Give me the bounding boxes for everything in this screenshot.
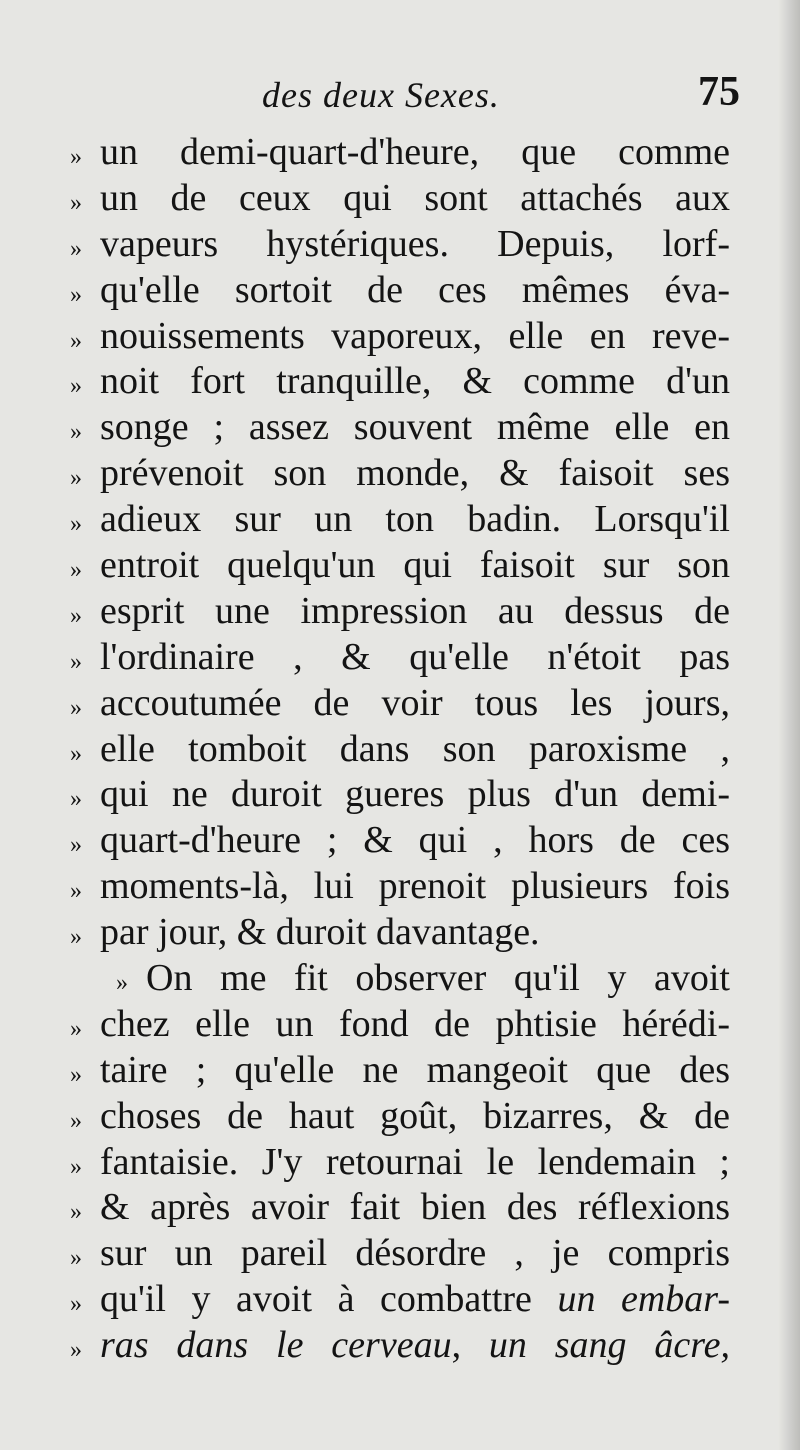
text-line: » noit fort tranquille, & comme d'un (70, 360, 730, 403)
quote-mark: » (70, 281, 82, 308)
quote-mark: » (70, 924, 82, 951)
quote-mark: » (70, 557, 82, 584)
running-head: des deux Sexes. (262, 75, 500, 115)
mixed-line: qu'il y avoit à combattre un embar- (100, 1278, 730, 1321)
quote-mark: » (70, 1199, 82, 1226)
text-line: » qu'elle sortoit de ces mêmes éva- (70, 268, 730, 311)
quote-mark: » (70, 419, 82, 446)
quote-mark: » (70, 1107, 82, 1134)
text-line: » songe ; assez souvent même elle en (70, 406, 730, 449)
text-line: » elle tomboit dans son paroxisme , (70, 727, 730, 770)
quote-mark: » (70, 144, 82, 170)
text-line: » sur un pareil désordre , je compris (70, 1232, 730, 1275)
text-line: » taire ; qu'elle ne mangeoit que des (70, 1048, 730, 1091)
quote-mark: » (70, 602, 82, 629)
text-line: » nouissements vaporeux, elle en reve- (70, 314, 730, 357)
text-line (70, 1323, 730, 1369)
text-line: » quart-d'heure ; & qui , hors de ces (70, 819, 730, 862)
quote-mark: » (70, 511, 82, 538)
text-line: » l'ordinaire , & qu'elle n'étoit pas (70, 635, 730, 678)
text-line: » fantaisie. J'y retournai le lendemain ; (70, 1140, 730, 1183)
quote-mark: » (70, 1291, 82, 1318)
quote-mark: » (70, 878, 82, 905)
text-line: » entroit quelqu'un qui faisoit sur son (70, 544, 730, 587)
text-line: » esprit une impression au dessus de (70, 589, 730, 632)
text-line (70, 1277, 730, 1323)
quote-mark: » (70, 1015, 82, 1042)
text-line: » chez elle un fond de phtisie hérédi- (70, 1002, 730, 1045)
text-line: » un demi-quart-d'heure, que comme (70, 131, 730, 173)
quote-mark: » (70, 235, 82, 262)
text-line: » vapeurs hystériques. Depuis, lorf- (70, 222, 730, 265)
quote-mark: » (70, 1061, 82, 1088)
quote-mark: » (70, 648, 82, 675)
quote-mark: » (70, 786, 82, 813)
quote-mark: » (70, 740, 82, 767)
text-line: » prévenoit son monde, & faisoit ses (70, 452, 730, 495)
mixed-line: ras dans le cerveau, un sang âcre, (100, 1324, 730, 1367)
quote-mark: » (70, 1337, 82, 1364)
text-line: » & après avoir fait bien des réflexions (70, 1186, 730, 1229)
text-line: » par jour, & duroit davantage. (70, 911, 540, 954)
text-line: » qui ne duroit gueres plus d'un demi- (70, 773, 730, 816)
quote-mark: » (70, 189, 82, 216)
body-text (70, 130, 730, 1369)
quote-mark: » (70, 1245, 82, 1272)
text-line: » un de ceux qui sont attachés aux (70, 176, 730, 219)
quote-mark: » (70, 694, 82, 721)
quote-mark: » (70, 465, 82, 492)
quote-mark: » (70, 327, 82, 354)
text-line: » choses de haut goût, bizarres, & de (70, 1094, 730, 1137)
text-line: » accoutumée de voir tous les jours, (70, 681, 730, 724)
paragraph-start-line: » On me fit observer qu'il y avoit (116, 957, 730, 1000)
text-line: » adieux sur un ton badin. Lorsqu'il (70, 498, 730, 541)
quote-mark: » (116, 970, 128, 997)
page-header (262, 70, 740, 120)
quote-mark: » (70, 832, 82, 859)
quote-mark: » (70, 373, 82, 400)
quote-mark: » (70, 1153, 82, 1180)
page-number: 75 (698, 69, 740, 115)
text-line: » moments-là, lui prenoit plusieurs fois (70, 865, 730, 908)
